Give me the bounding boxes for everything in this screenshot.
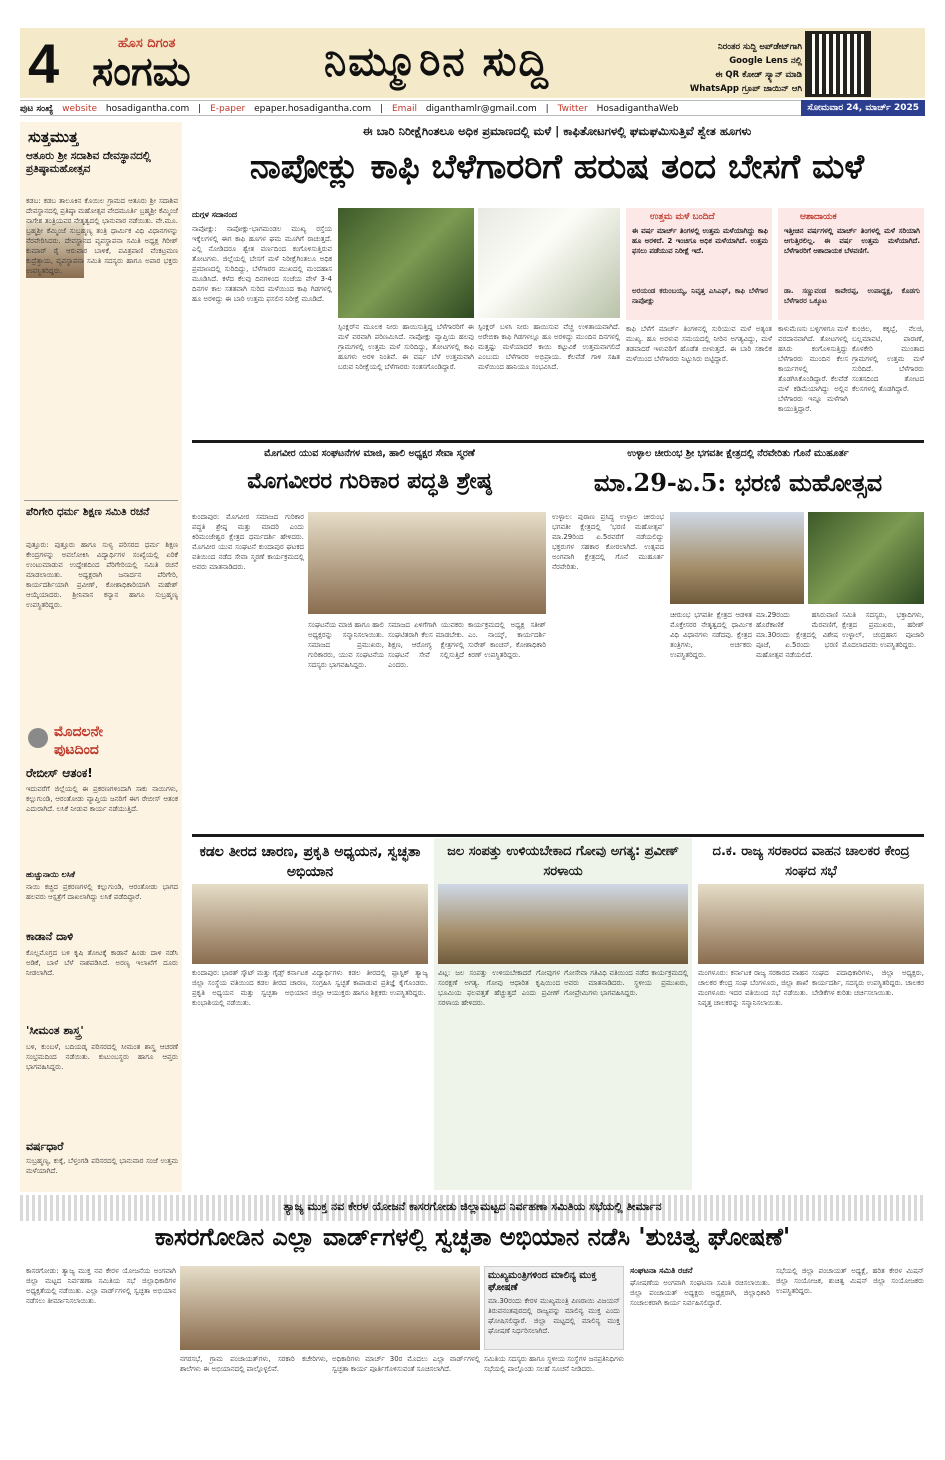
lead-headline: ನಾಪೋಕ್ಲು ಕಾಫಿ ಬೆಳೆಗಾರರಿಗೆ ಹರುಷ ತಂದ ಬೇಸಗೆ ಮಳೆ xyxy=(249,147,865,187)
story3-text-2: ಚೀರುಂಭ ಭಗವತೀ ಕ್ಷೇತ್ರದ ಆಡಳಿತ ಮೊಕ್ತೇಸರರ ನೇತೃತ್ವದಲ್ಲಿ ಧಾರ್ಮಿಕ ವಿಧಿ ವಿಧಾನಗಳು ನಡೆದವು. ಕ್ಷೇತ್ರದ ತಂತ್ರಿಗಳು, ಅರ್ಚಕರು ಉಪಸ್ಥಿತರಿದ್ದರು. xyxy=(670,611,752,659)
drivers-meeting-photo xyxy=(698,884,924,964)
story6-headline: ದ.ಕ. ರಾಜ್ಯ ಸರಕಾರದ ವಾಹನ ಚಾಲಕರ ಕೇಂದ್ರ ಸಂಘದ ಸಭೆ xyxy=(712,844,910,879)
quote-box-2-author: ಡಾ. ಸಣ್ಣುವಂಡ ಕಾವೇರಪ್ಪ, ಉಪಾಧ್ಯಕ್ಷ, ಕೊಡಗು ಬೆಳೆಗಾರರ ಒಕ್ಕೂಟ xyxy=(784,287,920,305)
lead-kicker: ಈ ಬಾರಿ ನಿರೀಕ್ಷೆಗಿಂತಲೂ ಅಧಿಕ ಪ್ರಮಾಣದಲ್ಲಿ ಮಳೆ | ಕಾಫಿತೋಟಗಳಲ್ಲಿ ಘಮಘಮಿಸುತ್ತಿವೆ ಶ್ವೇತ ಹೂಗಳು xyxy=(362,124,752,138)
gau-seva-photo xyxy=(438,884,688,964)
masthead-title: ನಿಮ್ಮೂರಿನ ಸುದ್ದಿ xyxy=(324,38,550,85)
story2-kicker: ಮೊಗವೀರ ಯುವ ಸಂಘಟನೆಗಳ ಮಾಜಿ, ಹಾಲಿ ಅಧ್ಯಕ್ಷರ ಸೇವಾ ಸ್ಮರಣೆ xyxy=(264,448,475,459)
page-number: 4 xyxy=(28,32,60,95)
sidebar-sub1-title: ಹುಚ್ಚುನಾಯಿ ಲಸಿಕೆ xyxy=(26,870,75,879)
story7-text-1: ಕಾಸರಗೋಡು: ತ್ಯಾಜ್ಯ ಮುಕ್ತ ನವ ಕೇರಳ ಯೋಜನೆಯ ಅಂಗವಾಗಿ ಜಿಲ್ಲಾ ಮಟ್ಟದ ನಿರ್ವಹಣಾ ಸಮಿತಿಯ ಸಭೆ ಜಿಲ್ಲಾಧಿಕಾರಿಗಳ ಅಧ್ಯಕ್ಷತೆಯಲ್ಲಿ ನಡೆಯಿತು. ಎಲ್ಲಾ ವಾರ್ಡ್‌ಗಳಲ್ಲಿ ಸ್ವಚ್ಛತಾ ಅಭಿಯಾನ ನಡೆಸಲು ತೀರ್ಮಾನಿಸಲಾಯಿತು. xyxy=(26,1267,176,1305)
sidebar-sub1-text: ನಾಯಿ ಕಚ್ಚಿದ ಪ್ರಕರಣಗಳಲ್ಲಿ ಕಲ್ಲುಗುಂಡಿ, ಆರಂತೋಡು ಭಾಗದ ಹಲವರು ಆಸ್ಪತ್ರೆಗೆ ದಾಖಲಾಗಿದ್ದು ಲಸಿಕೆ ಪಡೆದಿದ್ದಾರೆ. xyxy=(26,883,178,901)
lead-text-3: ಸ್ಪಿಂಕ್ಲರ್ ಬಳಸಿ ನೀರು ಹಾಯಿಸುವ ವೆಚ್ಚ ಉಳಿತಾಯವಾಗಿದೆ. ಅರೇಬಿಕಾ ಕಾಫಿ ಗಿಡಗಳಲ್ಲೂ ಹೂ ಅರಳಿದ್ದು ಮುಂದಿನ ದಿನಗಳಲ್ಲಿ ಮತ್ತಷ್ಟು ಮಳೆಯಾದರೆ ಕಾಯಿ ಕಟ್ಟುವಿಕೆ ಉತ್ತಮವಾಗಲಿದೆ ಎಂಬುದು ಬೆಳೆಗಾರರ ಅಭಿಪ್ರಾಯ. ಕೆಲವೆಡೆ ಗಾಳಿ ಸಹಿತ ಮಳೆಯಿಂದ ಹಾನಿಯೂ ಸಂಭವಿಸಿದೆ. xyxy=(478,323,620,371)
issue-date: ಸೋಮವಾರ 24, ಮಾರ್ಚ್ 2025 xyxy=(801,100,925,116)
story4-text-1: ಕುಂದಾಪುರ: ಭಾರತ್ ಸ್ಕೌಟ್ ಮತ್ತು ಗೈಡ್ಸ್ ಕರ್ನಾಟಕ ಜಿಲ್ಲಾ ಸಂಸ್ಥೆಯ ವತಿಯಿಂದ ಕಡಲ ತೀರದ ಚಾರಣ, ಪ್ರಕೃತಿ ಅಧ್ಯಯನ ಮತ್ತು ಸ್ವಚ್ಛತಾ ಅಭಿಯಾನ ಕುಂಭಾಶಿಯಲ್ಲಿ ನಡೆಯಿತು. xyxy=(192,969,308,1007)
cm-declaration-text: ಮಾ.30ರಂದು ಕೇರಳ ಮುಖ್ಯಮಂತ್ರಿ ಪಿಣರಾಯಿ ವಿಜಯನ್ ತಿರುವನಂತಪುರದಲ್ಲಿ ರಾಜ್ಯವನ್ನು ಮಾಲಿನ್ಯ ಮುಕ್ತ ಎಂದು ಘೋಷಿಸಲಿದ್ದಾರೆ. ಜಿಲ್ಲಾ ಮಟ್ಟದಲ್ಲಿ ಮಾಲಿನ್ಯ ಮುಕ್ತ ಘೋಷಣೆ ನಿರ್ಧರಿಸಲಾಗಿದೆ. xyxy=(488,1297,620,1335)
brand-prefix: ಹೊಸ ದಿಗಂತ xyxy=(118,36,176,51)
sidebar-story3-title: ರೇಬೀಸ್ ಆತಂಕ! xyxy=(26,766,93,780)
story3-text-1: ಉಳ್ಳಾಲ: ಪುರಾಣ ಪ್ರಸಿದ್ಧ ಉಳ್ಳಾಲ ಚೀರುಂಭ ಭಗವತೀ ಕ್ಷೇತ್ರದಲ್ಲಿ 'ಭರಣಿ ಮಹೋತ್ಸವ' ಮಾ.29ರಿಂದ ಏ.5ರವರೆಗೆ ನಡೆಯಲಿದ್ದು ಭಕ್ತರುಗಳ ಸಹಕಾರ ಕೋರಲಾಗಿದೆ. ಉತ್ಸವದ ಅಂಗವಾಗಿ ಕ್ಷೇತ್ರದಲ್ಲಿ ಗೊನೆ ಮುಹೂರ್ತ ನೆರವೇರಿತು. xyxy=(552,513,664,571)
sidebar-sub4-text: ಸುಬ್ರಹ್ಮಣ್ಯ, ಕುಕ್ಕೆ, ಬೆಳ್ತಂಗಡಿ ಪರಿಸರದಲ್ಲಿ ಭಾನುವಾರ ಸಂಜೆ ಉತ್ತಮ ಮಳೆಯಾಗಿದೆ. xyxy=(26,1157,178,1175)
lead-text-4: ಕಾಫಿ ಬೆಳೆಗೆ ಮಾರ್ಚ್ ತಿಂಗಳಿನಲ್ಲಿ ಸುರಿಯುವ ಮಳೆ ಅತ್ಯಂತ ಮುಖ್ಯ. ಹೂ ಅರಳುವ ಸಮಯದಲ್ಲಿ ನೀರಿನ ಅಗತ್ಯವಿದ್ದು, ಮಳೆ ತಡವಾದರೆ ಇಳುವರಿಗೆ ಹೊಡೆತ ಬೀಳುತ್ತದೆ. ಈ ಬಾರಿ ಸಕಾಲಿಕ ಮಳೆಯಿಂದ ಬೆಳೆಗಾರರು ನಿಟ್ಟುಸಿರು ಬಿಟ್ಟಿದ್ದಾರೆ. xyxy=(626,325,772,363)
lead-text-1: ನಾಪೋಕ್ಲು: ನಾಪೋಕ್ಲು-ಭಾಗಮಂಡಲ ಮುಖ್ಯ ರಸ್ತೆಯ ಇಕ್ಕೆಲಗಳಲ್ಲಿ ಈಗ ಕಾಫಿ ಹೂಗಳ ಘಮ ಮೂಗಿಗೆ ರಾಚುತ್ತದೆ. ಎಲ್ಲಿ ನೋಡಿದರೂ ಶ್ವೇತ ವರ್ಣದಿಂದ ಕಂಗೊಳಿಸುತ್ತಿರುವ ತೋಟಗಳು. ಜಿಲ್ಲೆಯಲ್ಲಿ ಬೇಸಗೆ ಮಳೆ ನಿರೀಕ್ಷೆಗಿಂತಲೂ ಅಧಿಕ ಪ್ರಮಾಣದಲ್ಲಿ ಸುರಿದಿದ್ದು, ಬೆಳೆಗಾರರ ಮುಖದಲ್ಲಿ ಮಂದಹಾಸ ಮೂಡಿಸಿದೆ. ಕಳೆದ ಕೆಲವು ದಿನಗಳಿಂದ ಸಂಜೆಯ ವೇಳೆ 3-4 ದಿನಗಳ ಕಾಲ ಸತತವಾಗಿ ಸುರಿದ ಮಳೆಯಿಂದ ಕಾಫಿ ಗಿಡಗಳಲ್ಲಿ ಹೂ ಅರಳಿದ್ದು ಈ ಬಾರಿ ಉತ್ತಮ ಫಸಲಿನ ನಿರೀಕ್ಷೆ ಮೂಡಿದೆ. xyxy=(192,225,332,303)
website-link[interactable]: hosadigantha.com xyxy=(105,104,190,114)
qr-caption: ನಿರಂತರ ಸುದ್ದಿ ಅಪ್‌ಡೇಟ್‌ಗಾಗಿ Google Lens ನಲ್ಲಿ ಈ QR ಕೋಡ್ ಸ್ಕ್ಯಾನ್ ಮಾಡಿ WhatsApp ಗ್ರೂಪ್ ಜಾಯಿನ್ ಆಗಿ xyxy=(689,42,802,94)
quote-box-1-author: ಅರಯಂಡ ಕರುಂಬಯ್ಯ, ನಿವೃತ್ತ ಎಸಿಎಫ್, ಕಾಫಿ ಬೆಳೆಗಾರ ನಾಪೋಕ್ಲು xyxy=(632,287,768,305)
twitter-link[interactable]: HosadiganthaWeb xyxy=(596,104,679,114)
story7-text-3: ಅಧಿಕಾರಿಗಳು ಮಾರ್ಚ್ 30ರ ಮೊದಲು ಎಲ್ಲಾ ವಾರ್ಡ್‌ಗಳಲ್ಲಿ ಸ್ವಚ್ಛತಾ ಕಾರ್ಯ ಪೂರ್ತಿಗೊಳಿಸುವಂತೆ ಸೂಚಿಸಲಾಗಿದೆ. xyxy=(332,1355,480,1373)
sidebar-story1-title: ಆತೂರು ಶ್ರೀ ಸದಾಶಿವ ದೇವಸ್ಥಾನದಲ್ಲಿ ಪ್ರತಿಷ್ಠಾಮಹೋತ್ಸವ xyxy=(26,150,151,176)
story7-text-4: ಸಮಿತಿಯ ಸದಸ್ಯರು ಹಾಗೂ ಸ್ಥಳೀಯ ಸಂಸ್ಥೆಗಳ ಜನಪ್ರತಿನಿಧಿಗಳು ಸಭೆಯಲ್ಲಿ ಪಾಲ್ಗೊಂಡು ಸಲಹೆ ಸೂಚನೆ ನೀಡಿದರು. xyxy=(484,1355,624,1373)
quote-box-2-text: ಇತ್ತೀಚಿನ ವರ್ಷಗಳಲ್ಲಿ ಮಾರ್ಚ್ ತಿಂಗಳಲ್ಲಿ ಮಳೆ ಸರಿಯಾಗಿ ಆಗುತ್ತಿರಲಿಲ್ಲ. ಈ ವರ್ಷ ಉತ್ತಮ ಮಳೆಯಾಗಿದೆ. ಬೆಳೆಗಾರರಿಗೆ ಆಶಾದಾಯಕ ಬೆಳವಣಿಗೆ. xyxy=(784,227,920,255)
sidebar-sub2-text: ಕೊಲ್ಲಮೊಗ್ರದ ಬಳಿ ಕೃಷಿ ತೋಟಕ್ಕೆ ಕಾಡಾನೆ ಹಿಂಡು ದಾಳಿ ನಡೆಸಿ ಅಡಿಕೆ, ಬಾಳೆ ಬೆಳೆ ನಾಶಪಡಿಸಿದೆ. ಅರಣ್ಯ ಇಲಾಖೆಗೆ ದೂರು ನೀಡಲಾಗಿದೆ. xyxy=(26,949,178,977)
story4-text-2: ವಿದ್ಯಾರ್ಥಿಗಳು ಕಡಲ ತೀರದಲ್ಲಿ ಪ್ಲಾಸ್ಟಿಕ್ ತ್ಯಾಜ್ಯ ಸಂಗ್ರಹಿಸಿ ಸ್ವಚ್ಛತೆ ಕಾಪಾಡುವ ಪ್ರತಿಜ್ಞೆ ಕೈಗೊಂಡರು. ಜಿಲ್ಲಾ ಆಯುಕ್ತರು ಹಾಗೂ ಶಿಕ್ಷಕರು ಉಪಸ್ಥಿತರಿದ್ದರು. xyxy=(312,969,428,997)
sidebar-sub4-title: ವರ್ಷಧಾರೆ xyxy=(26,1140,64,1153)
sidebar-story2-title: ಪೆರಿಗೇರಿ ಧರ್ಮ ಶಿಕ್ಷಣ ಸಮಿತಿ ರಚನೆ xyxy=(26,506,150,518)
story3-text-4: ಸಮಿತಿ ಸದಸ್ಯರು, ಭಕ್ತಾದಿಗಳು, ಕ್ಷೇತ್ರದ ಪ್ರಮುಖರು, ಹರೀಶ್ ಉಳ್ಳಾಲ್, ಚಂದ್ರಹಾಸ ಪೂಜಾರಿ ಮೊದಲಾದವರು ಉಪಸ್ಥಿತರಿದ್ದರು. xyxy=(842,611,924,649)
quote-box-2-title: ಆಶಾದಾಯಕ xyxy=(800,212,837,222)
sidebar-story1-text: ಕಡಬ: ಕಡಬ ತಾಲೂಕಿನ ಕೊಯಿಲ ಗ್ರಾಮದ ಆತೂರು ಶ್ರೀ ಸದಾಶಿವ ದೇವಸ್ಥಾನದಲ್ಲಿ ಪ್ರತಿಷ್ಠಾ ಮಹೋತ್ಸವ ವೇದಮೂರ್ತಿ ಬ್ರಹ್ಮಶ್ರೀ ಕೆಮ್ಮಿಂಜೆ ನಾಗೇಶ ತಂತ್ರಿಯವರ ನೇತೃತ್ವದಲ್ಲಿ ಭಾನುವಾರ ನಡೆಯಿತು. ವೇ.ಮೂ. ಬ್ರಹ್ಮಶ್ರೀ ಕೆಮ್ಮಿಂಜೆ ಸುಬ್ರಹ್ಮಣ್ಯ ತಂತ್ರಿ ಧಾರ್ಮಿಕ ವಿಧಿ ವಿಧಾನಗಳನ್ನು ನೆರವೇರಿಸಿದರು. ದೇವಸ್ಥಾನದ ವ್ಯವಸ್ಥಾಪನಾ ಸಮಿತಿ ಅಧ್ಯಕ್ಷ ಗಿರೀಶ್ ಕುಮಾರ್ ರೈ ಆರುವಾರ ಬಾಳಿಕೆ, ಪವಿತ್ರಪಾಣಿ ವೆಂಕಟ್ರಮಣ ಕುದ್ರೆತ್ತಾಯ, ವ್ಯವಸ್ಥಾಪನಾ ಸಮಿತಿ ಸದಸ್ಯರು ಹಾಗೂ ಅಪಾರ ಭಕ್ತರು ಉಪಸ್ಥಿತರಿದ್ದರು. xyxy=(26,197,178,275)
story7-headline: ಕಾಸರಗೋಡಿನ ಎಲ್ಲಾ ವಾರ್ಡ್‌ಗಳಲ್ಲಿ ಸ್ವಚ್ಛತಾ ಅಭಿಯಾನ ನಡೆಸಿ 'ಶುಚಿತ್ವ ಘೋಷಣೆ' xyxy=(154,1222,791,1251)
story7-kicker: ತ್ಯಾಜ್ಯ ಮುಕ್ತ ನವ ಕೇರಳ ಯೋಜನೆ ಕಾಸರಗೋಡು ಜಿಲ್ಲಾಮಟ್ಟದ ನಿರ್ವಹಣಾ ಸಮಿತಿಯ ಸಭೆಯಲ್ಲಿ ತೀರ್ಮಾನ xyxy=(283,1200,662,1213)
kasaragod-meeting-photo xyxy=(180,1266,480,1350)
mogaveera-event-photo xyxy=(308,512,546,614)
story5-text-2: ಗೋಸೇವಾ ಗತಿವಿಧಿ ವತಿಯಿಂದ ನಡೆದ ಕಾರ್ಯಕ್ರಮದಲ್ಲಿ ಅವರು ಮಾತನಾಡಿದರು. ಸ್ಥಳೀಯ ಪ್ರಮುಖರು, ಗೋಪ್ರೇಮಿಗಳು ಭಾಗವಹಿಸಿದ್ದರು. xyxy=(564,969,688,997)
coffee-plant-photo xyxy=(338,208,474,318)
story7-text-6: ಸಭೆಯಲ್ಲಿ ಜಿಲ್ಲಾ ಪಂಚಾಯತ್ ಅಧ್ಯಕ್ಷೆ, ಹರಿತ ಕೇರಳ ಮಿಷನ್ ಜಿಲ್ಲಾ ಸಂಯೋಜಕ, ಶುಚಿತ್ವ ಮಿಷನ್ ಜಿಲ್ಲಾ ಸಂಯೋಜಕರು ಉಪಸ್ಥಿತರಿದ್ದರು. xyxy=(776,1267,924,1295)
brand-title: ಸಂಗಮ xyxy=(92,48,191,95)
continued-label-1: ಮೊದಲನೇ xyxy=(54,724,103,740)
sidebar-story2-text: ಪುತ್ತೂರು: ಪುತ್ತೂರು ಹಾಗೂ ಸುಳ್ಯ ಪರಿಸರದ ಧರ್ಮ ಶಿಕ್ಷಣ ಕೇಂದ್ರಗಳನ್ನು ಅವಲೋಕಿಸಿ ವಿದ್ಯಾರ್ಥಿಗಳ ಸಂಖ್ಯೆಯಲ್ಲಿ ಏರಿಕೆ ಉಂಟುಮಾಡುವ ಉದ್ದೇಶದಿಂದ ಪೆರಿಗೇರಿಯಲ್ಲಿ ಸಮಿತಿ ರಚನೆ ಮಾಡಲಾಯಿತು. ಅಧ್ಯಕ್ಷರಾಗಿ ಜನಾರ್ದನ ಪೆರಿಗೇರಿ, ಕಾರ್ಯದರ್ಶಿಯಾಗಿ ಪ್ರವೀಣ್, ಕೋಶಾಧಿಕಾರಿಯಾಗಿ ಮಹೇಶ್ ಆಯ್ಕೆಯಾದರು. ಶ್ರೀನಿವಾಸ ಕನ್ಯಾನ ಹಾಗೂ ಸುಬ್ರಹ್ಮಣ್ಯ ಉಪಸ್ಥಿತರಿದ್ದರು. xyxy=(26,541,178,609)
scouts-group-photo xyxy=(192,884,428,964)
sidebar-sub3-title: 'ಸೀಮಂತ ಶಾಸ್ತ್ರ' xyxy=(26,1024,84,1037)
coffee-flower-photo xyxy=(478,208,620,318)
lead-text-2: ಸ್ಪಿಂಕ್ಲರ್‌ನ ಮೂಲಕ ನೀರು ಹಾಯಿಸುತ್ತಿದ್ದ ಬೆಳೆಗಾರರಿಗೆ ಈ ಮಳೆ ವರವಾಗಿ ಪರಿಣಮಿಸಿದೆ. ನಾಪೋಕ್ಲು ವ್ಯಾಪ್ತಿಯ ಹಲವು ಗ್ರಾಮಗಳಲ್ಲಿ ಉತ್ತಮ ಮಳೆ ಸುರಿದಿದ್ದು, ತೋಟಗಳಲ್ಲಿ ಕಾಫಿ ಹೂಗಳು ಅರಳಿ ನಿಂತಿವೆ. ಈ ವರ್ಷ ಬೆಳೆ ಉತ್ತಮವಾಗಿ ಬರುವ ನಿರೀಕ್ಷೆಯಲ್ಲಿ ಬೆಳೆಗಾರರು ಸಂತಸಗೊಂಡಿದ್ದಾರೆ. xyxy=(338,323,474,371)
temple-crowd-photo xyxy=(670,512,804,604)
story2-text-1: ಕುಂದಾಪುರ: ಮೊಗವೀರ ಸಮಾಜದ ಗುರಿಕಾರ ಪದ್ಧತಿ ಶ್ರೇಷ್ಠ ಮತ್ತು ಮಾದರಿ ಎಂದು ಕಿರಿಮಂಜೇಶ್ವರ ಕ್ಷೇತ್ರದ ಧರ್ಮದರ್ಶಿ ಹೇಳಿದರು. ಮೊಗವೀರ ಯುವ ಸಂಘಟನೆ ಕುಂದಾಪುರ ಘಟಕದ ವತಿಯಿಂದ ನಡೆದ ಸೇವಾ ಸ್ಮರಣೆ ಕಾರ್ಯಕ್ರಮದಲ್ಲಿ ಅವರು ಮಾತನಾಡಿದರು. xyxy=(192,513,304,571)
story7-text-2: ನಗರಸಭೆ, ಗ್ರಾಮ ಪಂಚಾಯತ್‌ಗಳು, ಸರಕಾರಿ ಕಚೇರಿಗಳು, ಶಾಲೆಗಳು ಈ ಅಭಿಯಾನದಲ್ಲಿ ಪಾಲ್ಗೊಳ್ಳಲಿವೆ. xyxy=(180,1355,328,1373)
story3-text-3: ಮಾ.29ರಂದು ಹಸಿರುವಾಣಿ ಹೊರೆಕಾಣಿಕೆ ಮೆರವಣಿಗೆ, ಮಾ.30ರಂದು ಕ್ಷೇತ್ರದಲ್ಲಿ ವಿಶೇಷ ಪೂಜೆ, ಏ.5ರಂದು ಭರಣಿ ಮಹೋತ್ಸವ ನಡೆಯಲಿದೆ. xyxy=(756,611,838,659)
sidebar-sub3-text: ಬಳಿ, ಕುಂಬಳೆ, ಬದಿಯಡ್ಕ ಪರಿಸರದಲ್ಲಿ ಸೀಮಂತ ಶಾಸ್ತ್ರ ಆಚರಣೆ ಸಂಭ್ರಮದಿಂದ ನಡೆಯಿತು. ಕುಟುಂಬಸ್ಥರು ಹಾಗೂ ಆಪ್ತರು ಭಾಗವಹಿಸಿದ್ದರು. xyxy=(26,1043,178,1071)
story2-text-4: ಕಾರ್ಯಕ್ರಮದಲ್ಲಿ ಅಧ್ಯಕ್ಷ ಸತೀಶ್ ಎಂ. ನಾಯ್ಕ್, ಕಾರ್ಯದರ್ಶಿ ಸುರೇಶ್ ಕಾಂಚನ್, ಕೋಶಾಧಿಕಾರಿ ಕಿರಣ್ ಉಪಸ್ಥಿತರಿದ್ದರು. xyxy=(468,621,546,659)
story6-text-2: ಸಂಘದ ಪದಾಧಿಕಾರಿಗಳು, ಜಿಲ್ಲಾ ಅಧ್ಯಕ್ಷರು, ಕಾರ್ಯದರ್ಶಿ, ಸದಸ್ಯರು ಉಪಸ್ಥಿತರಿದ್ದರು. ಚಾಲಕರ ಬೇಡಿಕೆಗಳ ಕುರಿತು ಚರ್ಚಿಸಲಾಯಿತು. xyxy=(812,969,924,997)
sidebar-sub2-title: ಕಾಡಾನೆ ದಾಳಿ xyxy=(26,930,74,943)
lead-text-5: ಕಾಳುಮೆಣಸು ಬಳ್ಳಿಗಳಿಗೂ ಮಳೆ ವರದಾನವಾಗಿದೆ. ತೋಟಗಳಲ್ಲಿ ಹಸಿರು ಕಂಗೊಳಿಸುತ್ತಿದ್ದು ಬೆಳೆಗಾರರು ಮುಂದಿನ ಕೆಲಸ ಕಾರ್ಯಗಳಲ್ಲಿ ತೊಡಗಿಸಿಕೊಂಡಿದ್ದಾರೆ. ಕೆಲವೆಡೆ ಮಳೆ ಕಡಿಮೆಯಾಗಿದ್ದು ಅಲ್ಲಿನ ಬೆಳೆಗಾರರು ಇನ್ನೂ ಮಳೆಗಾಗಿ ಕಾಯುತ್ತಿದ್ದಾರೆ. xyxy=(778,325,848,413)
cm-declaration-title: ಮುಖ್ಯಮಂತ್ರಿಗಳಿಂದ ಮಾಲಿನ್ಯ ಮುಕ್ತ ಘೋಷಣೆ xyxy=(488,1270,597,1293)
epaper-link[interactable]: epaper.hosadigantha.com xyxy=(254,104,372,114)
story2-text-2: ಸಂಘಟನೆಯ ಮಾಜಿ ಹಾಗೂ ಹಾಲಿ ಅಧ್ಯಕ್ಷರನ್ನು ಸನ್ಮಾನಿಸಲಾಯಿತು. ಸಮಾಜದ ಪ್ರಮುಖರು, ಗುರಿಕಾರರು, ಯುವ ಸಂಘಟನೆಯ ಸದಸ್ಯರು ಭಾಗವಹಿಸಿದ್ದರು. xyxy=(308,621,384,669)
banana-bunch-photo xyxy=(808,512,924,604)
story4-headline: ಕಡಲ ತೀರದ ಚಾರಣ, ಪ್ರಕೃತಿ ಅಧ್ಯಯನ, ಸ್ವಚ್ಛತಾ ಅಭಿಯಾನ xyxy=(199,844,421,880)
pencil-icon xyxy=(28,728,48,748)
sidebar-column-title: ಸುತ್ತಮುತ್ತ xyxy=(28,128,79,146)
lead-byline: ದುಗ್ಗಳ ಸದಾನಂದ xyxy=(192,210,238,219)
story5-text-1: ವಿಟ್ಲ: ಜಲ ಸಂಪತ್ತು ಉಳಿಯಬೇಕಾದರೆ ಗೋವುಗಳ ಸಂರಕ್ಷಣೆ ಅಗತ್ಯ. ಗೋವು ಆಧಾರಿತ ಕೃಷಿಯಿಂದ ಭೂಮಿಯ ಫಲವತ್ತತೆ ಹೆಚ್ಚುತ್ತದೆ ಎಂದು ಪ್ರವೀಣ್ ಸರಳಾಯ ಹೇಳಿದರು. xyxy=(438,969,560,1007)
story2-headline: ಮೊಗವೀರರ ಗುರಿಕಾರ ಪದ್ಧತಿ ಶ್ರೇಷ್ಠ xyxy=(247,468,492,494)
sidebar-story3-text: ಇದುವರೆಗೆ ಜಿಲ್ಲೆಯಲ್ಲಿ ಈ ಪ್ರಕರಣಗಳಿಂದಾಗಿ ಸಾಕು ನಾಯಿಗಳು, ಕಲ್ಲುಗುಂಡಿ, ಆರಂತೋಡು ವ್ಯಾಪ್ತಿಯ ಜನರಿಗೆ ಈಗ ರೇಬೀಸ್ ಆತಂಕ ಎದುರಾಗಿದೆ. ಲಸಿಕೆ ನೀಡುವ ಕಾರ್ಯ ನಡೆಯುತ್ತಿದೆ. xyxy=(26,785,178,813)
story3-headline: ಮಾ.29-ಏ.5: ಭರಣಿ ಮಹೋತ್ಸವ xyxy=(593,468,883,497)
email-link[interactable]: diganthamlr@gmail.com xyxy=(425,104,537,114)
story2-text-3: ಸಮಾಜದ ಏಳಿಗೆಗಾಗಿ ಯುವಕರು ಸಂಘಟಿತರಾಗಿ ಕೆಲಸ ಮಾಡಬೇಕು. ಶಿಕ್ಷಣ, ಆರೋಗ್ಯ ಕ್ಷೇತ್ರಗಳಲ್ಲಿ ಸಂಘಟನೆ ಸೇವೆ ಸಲ್ಲಿಸುತ್ತಿದೆ ಎಂದರು. xyxy=(388,621,464,669)
story3-kicker: ಉಳ್ಳಾಲ ಚೀರುಂಭ ಶ್ರೀ ಭಗವತೀ ಕ್ಷೇತ್ರದಲ್ಲಿ ನೆರವೇರಿತು ಗೊನೆ ಮುಹೂರ್ತ xyxy=(627,448,849,459)
story7-text-5: ಘೋಷಣೆಯ ಅಂಗವಾಗಿ ಸಂಘಟನಾ ಸಮಿತಿ ರಚಿಸಲಾಯಿತು. ಜಿಲ್ಲಾ ಪಂಚಾಯತ್ ಅಧ್ಯಕ್ಷರು ಅಧ್ಯಕ್ಷರಾಗಿ, ಜಿಲ್ಲಾಧಿಕಾರಿ ಸಂಚಾಲಕರಾಗಿ ಕಾರ್ಯ ನಿರ್ವಹಿಸಲಿದ್ದಾರೆ. xyxy=(630,1279,770,1307)
quote-box-1-title: ಉತ್ತಮ ಮಳೆ ಬಂದಿದೆ xyxy=(650,212,715,222)
committee-subtitle: ಸಂಘಟನಾ ಸಮಿತಿ ರಚನೆ xyxy=(630,1266,693,1275)
lead-text-6: ಕುಂಜಿಲ, ಕಕ್ಕಬ್ಬೆ, ನೆಲಜಿ, ಬಲ್ಲಮಾವಟಿ, ಪಾರಾಣೆ, ಕೊಳಕೇರಿ ಮುಂತಾದ ಗ್ರಾಮಗಳಲ್ಲಿ ಉತ್ತಮ ಮಳೆ ಸುರಿದಿದೆ. ಬೆಳೆಗಾರರು ಸಂತಸದಿಂದ ತೋಟದ ಕೆಲಸಗಳಲ್ಲಿ ತೊಡಗಿದ್ದಾರೆ. xyxy=(852,325,924,393)
story6-text-1: ಮಂಗಳೂರು: ಕರ್ನಾಟಕ ರಾಜ್ಯ ಸರಕಾರದ ವಾಹನ ಚಾಲಕರ ಕೇಂದ್ರ ಸಂಘ ಬೆಂಗಳೂರು, ಜಿಲ್ಲಾ ಶಾಖೆ ಮಂಗಳೂರು ಇದರ ವತಿಯಿಂದ ಸಭೆ ನಡೆಯಿತು. ನಿವೃತ್ತ ಚಾಲಕರನ್ನು ಸನ್ಮಾನಿಸಲಾಯಿತು. xyxy=(698,969,808,1007)
info-strip: ಪುಟ ಸಂಖ್ಯೆ website hosadigantha.com | E-paper epaper.hosadigantha.com | Email diganthamlr@gmail.com | Twitter HosadiganthaWeb xyxy=(20,100,925,116)
story5-headline: ಜಲ ಸಂಪತ್ತು ಉಳಿಯಬೇಕಾದ ಗೋವು ಅಗತ್ಯ: ಪ್ರವೀಣ್ ಸರಳಾಯ xyxy=(447,844,679,879)
continued-label-2: ಪುಟದಿಂದ xyxy=(54,742,99,758)
quote-box-1-text: ಈ ವರ್ಷ ಮಾರ್ಚ್ ತಿಂಗಳಲ್ಲಿ ಉತ್ತಮ ಮಳೆಯಾಗಿದ್ದು ಕಾಫಿ ಹೂ ಅರಳಿದೆ. 2 ಇಂಚಿಗೂ ಅಧಿಕ ಮಳೆಯಾಗಿದೆ. ಉತ್ತಮ ಫಸಲು ಪಡೆಯುವ ನಿರೀಕ್ಷೆ ಇದೆ. xyxy=(632,227,768,255)
qr-code-icon[interactable] xyxy=(808,34,868,94)
